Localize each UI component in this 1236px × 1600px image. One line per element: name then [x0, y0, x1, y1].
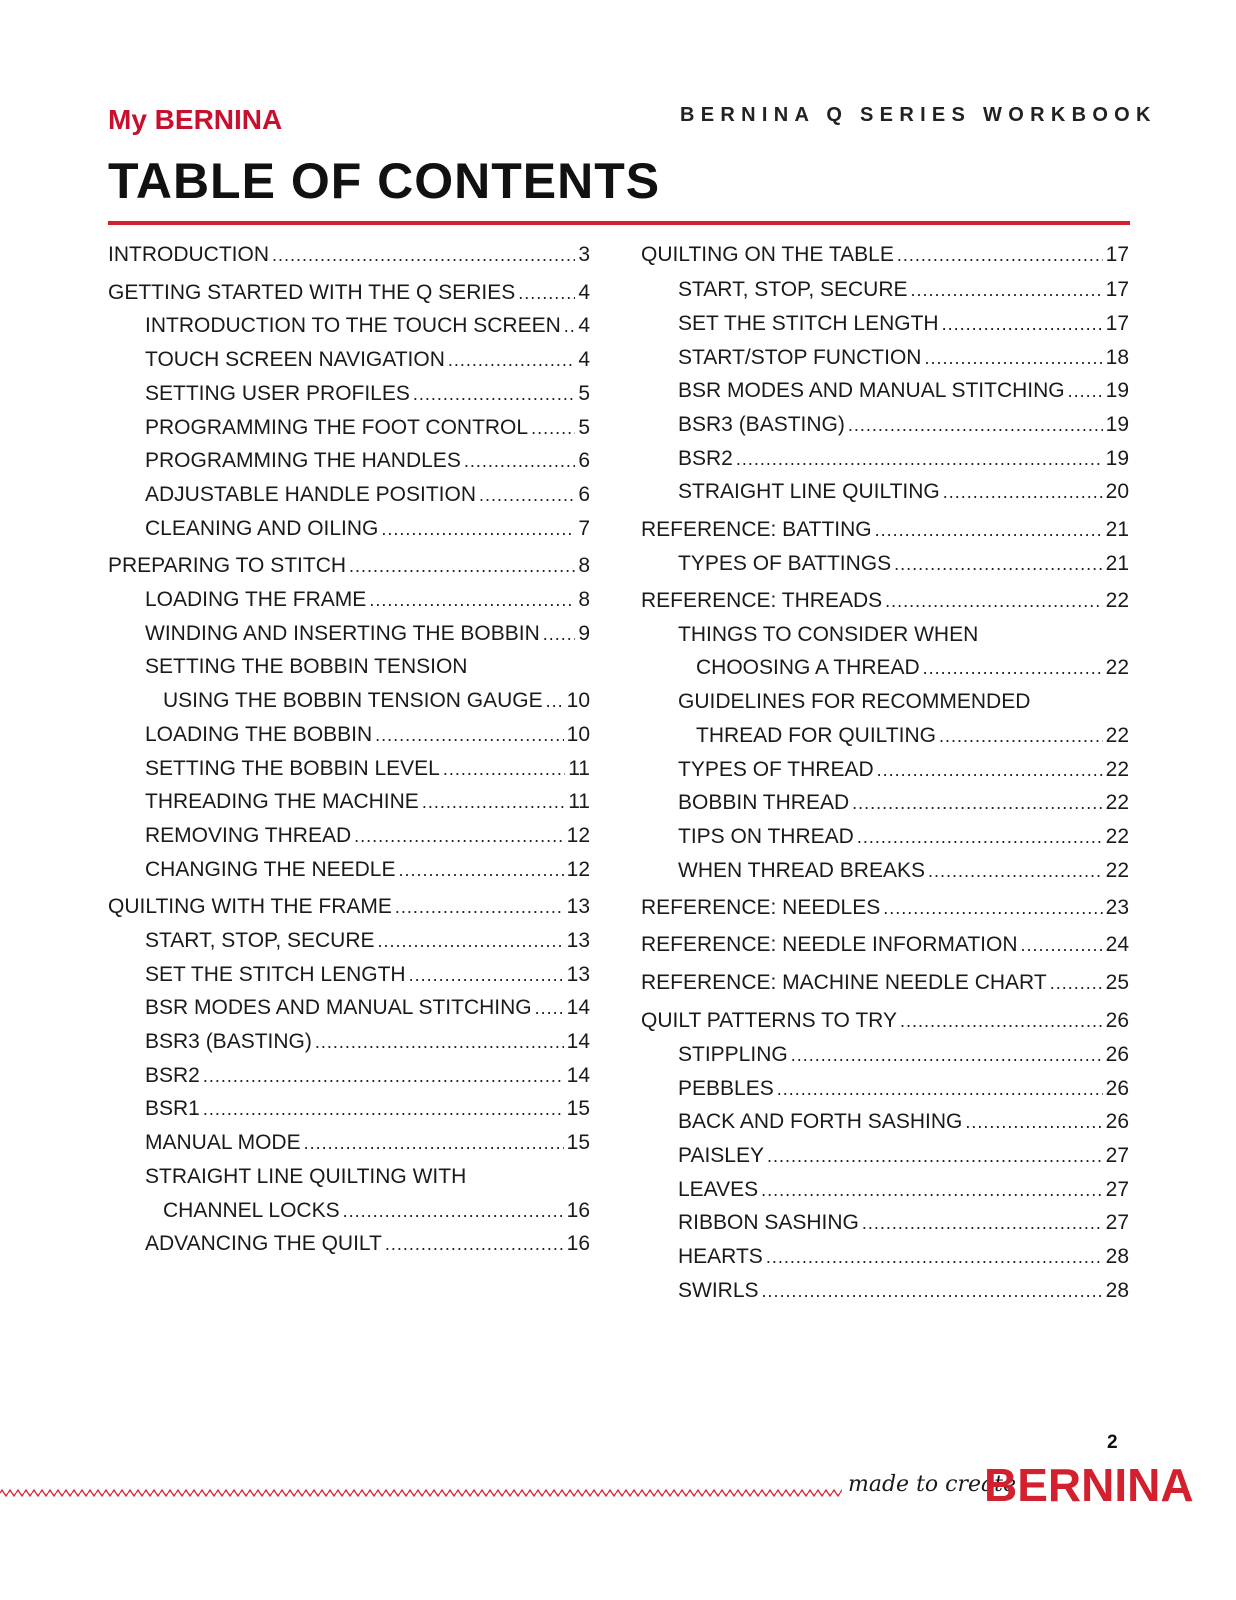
toc-entry-page: 16	[566, 1232, 590, 1255]
dot-leader	[422, 787, 565, 817]
toc-entry-title: PAISLEY	[678, 1144, 764, 1167]
toc-entry	[641, 968, 1129, 998]
dot-leader	[777, 1074, 1103, 1104]
toc-entry-page: 5	[578, 416, 590, 439]
dot-leader	[546, 686, 564, 716]
dot-leader	[875, 515, 1103, 545]
toc-entry	[108, 240, 590, 270]
dot-leader	[409, 960, 564, 990]
toc-entry-page: 8	[578, 554, 590, 577]
toc-entry	[641, 1040, 1129, 1070]
toc-entry	[641, 1107, 1129, 1137]
toc-entry-page: 28	[1105, 1279, 1129, 1302]
toc-entry	[641, 620, 1129, 650]
toc-entry-title: REFERENCE: MACHINE NEEDLE CHART	[641, 971, 1047, 994]
page-number: 2	[1107, 1432, 1118, 1453]
toc-entry	[641, 1006, 1129, 1036]
toc-entry-title: BSR3 (BASTING)	[145, 1030, 312, 1053]
dot-leader	[535, 993, 564, 1023]
dot-leader	[1068, 376, 1103, 406]
toc-entry-title: QUILTING WITH THE FRAME	[108, 895, 392, 918]
dot-leader	[923, 653, 1103, 683]
toc-entry-title: INTRODUCTION TO THE TOUCH SCREEN	[145, 314, 561, 337]
toc-entry-page: 13	[566, 895, 590, 918]
toc-entry	[108, 686, 590, 716]
dot-leader	[857, 822, 1103, 852]
toc-entry	[108, 1061, 590, 1091]
toc-entry-page: 22	[1105, 589, 1129, 612]
toc-entry-title: ADVANCING THE QUILT	[145, 1232, 382, 1255]
toc-entry-title: BACK AND FORTH SASHING	[678, 1110, 963, 1133]
toc-entry	[108, 551, 590, 581]
dot-leader	[897, 240, 1103, 270]
workbook-title: BERNINA Q SERIES WORKBOOK	[680, 104, 1157, 126]
toc-entry	[641, 893, 1129, 923]
toc-entry-title: THINGS TO CONSIDER WHEN	[678, 623, 979, 646]
toc-entry	[641, 275, 1129, 305]
toc-entry-page: 11	[568, 757, 590, 780]
dot-leader	[315, 1027, 564, 1057]
toc-entry	[108, 960, 590, 990]
toc-entry-page: 15	[566, 1131, 590, 1154]
toc-entry-title: REFERENCE: THREADS	[641, 589, 883, 612]
dot-leader	[761, 1175, 1102, 1205]
toc-entry-title: SETTING THE BOBBIN LEVEL	[145, 757, 440, 780]
toc-entry	[108, 413, 590, 443]
toc-entry-title: PEBBLES	[678, 1077, 774, 1100]
toc-entry-page: 22	[1105, 859, 1129, 882]
toc-entry-title: BSR2	[145, 1064, 200, 1087]
toc-entry-page: 22	[1105, 825, 1129, 848]
toc-entry	[641, 856, 1129, 886]
toc-entry-page: 6	[578, 483, 590, 506]
toc-entry	[641, 822, 1129, 852]
dot-leader	[928, 856, 1103, 886]
title-rule	[108, 221, 1130, 225]
toc-entry-title: TYPES OF THREAD	[678, 758, 874, 781]
toc-entry	[108, 379, 590, 409]
toc-entry-title: HEARTS	[678, 1245, 763, 1268]
dot-leader	[965, 1107, 1102, 1137]
toc-entry-title: REFERENCE: NEEDLE INFORMATION	[641, 933, 1018, 956]
toc-entry-page: 18	[1105, 346, 1129, 369]
toc-entry	[108, 278, 590, 308]
toc-entry	[108, 720, 590, 750]
toc-entry	[108, 1162, 590, 1192]
toc-entry	[641, 549, 1129, 579]
dot-leader	[354, 821, 564, 851]
toc-entry-title: QUILTING ON THE TABLE	[641, 243, 894, 266]
dot-leader	[399, 855, 564, 885]
toc-entry	[108, 821, 590, 851]
toc-entry	[108, 892, 590, 922]
toc-entry-title: CHOOSING A THREAD	[696, 656, 920, 679]
toc-entry-page: 6	[578, 449, 590, 472]
toc-entry	[641, 1074, 1129, 1104]
toc-entry	[108, 345, 590, 375]
toc-entry	[108, 514, 590, 544]
dot-leader	[443, 754, 565, 784]
toc-entry-title: BOBBIN THREAD	[678, 791, 850, 814]
toc-entry	[641, 444, 1129, 474]
toc-entry-page: 8	[578, 588, 590, 611]
toc-entry-title: SETTING THE BOBBIN TENSION	[145, 655, 468, 678]
toc-entry-page: 25	[1105, 971, 1129, 994]
toc-entry-title: MANUAL MODE	[145, 1131, 301, 1154]
toc-entry	[641, 1242, 1129, 1272]
toc-entry-page: 12	[566, 824, 590, 847]
toc-entry-page: 26	[1105, 1009, 1129, 1032]
dot-leader	[883, 893, 1102, 923]
toc-entry-title: RIBBON SASHING	[678, 1211, 859, 1234]
toc-entry	[641, 1175, 1129, 1205]
toc-entry	[108, 619, 590, 649]
toc-entry-page: 19	[1105, 447, 1129, 470]
dot-leader	[877, 755, 1103, 785]
dot-leader	[448, 345, 575, 375]
dot-leader	[885, 586, 1102, 616]
toc-entry-page: 17	[1105, 278, 1129, 301]
toc-entry-title: REFERENCE: NEEDLES	[641, 896, 881, 919]
toc-entry-page: 21	[1105, 518, 1129, 541]
toc-entry-title: QUILT PATTERNS TO TRY	[641, 1009, 897, 1032]
toc-entry	[108, 993, 590, 1023]
dot-leader	[852, 788, 1102, 818]
dot-leader	[369, 585, 575, 615]
toc-entry-page: 4	[578, 314, 590, 337]
toc-entry	[641, 1276, 1129, 1306]
dot-leader	[848, 410, 1103, 440]
toc-entry	[641, 930, 1129, 960]
toc-entry-page: 11	[568, 790, 590, 813]
toc-entry-page: 26	[1105, 1043, 1129, 1066]
dot-leader	[304, 1128, 564, 1158]
dot-leader	[381, 514, 575, 544]
toc-entry-title: BSR2	[678, 447, 733, 470]
dot-leader	[378, 926, 564, 956]
toc-entry-page: 27	[1105, 1178, 1129, 1201]
dot-leader	[924, 343, 1102, 373]
toc-entry	[108, 1229, 590, 1259]
toc-entry-title: BSR1	[145, 1097, 200, 1120]
toc-entry	[641, 788, 1129, 818]
toc-entry-title: PROGRAMMING THE FOOT CONTROL	[145, 416, 529, 439]
toc-entry-page: 19	[1105, 413, 1129, 436]
toc-entry	[641, 376, 1129, 406]
dot-leader	[349, 551, 575, 581]
toc-entry	[641, 1141, 1129, 1171]
dot-leader	[942, 309, 1103, 339]
toc-entry-page: 3	[578, 243, 590, 266]
toc-entry-page: 7	[578, 517, 590, 540]
dot-leader	[375, 720, 563, 750]
footer-tagline: made to create	[848, 1472, 1016, 1497]
toc-entry-title: SET THE STITCH LENGTH	[145, 963, 406, 986]
toc-entry-title: LOADING THE BOBBIN	[145, 723, 373, 746]
toc-entry	[108, 926, 590, 956]
toc-entry-page: 13	[566, 929, 590, 952]
toc-entry-title: ADJUSTABLE HANDLE POSITION	[145, 483, 477, 506]
toc-entry	[641, 515, 1129, 545]
dot-leader	[762, 1276, 1103, 1306]
toc-entry-title: THREAD FOR QUILTING	[696, 724, 936, 747]
toc-entry	[108, 787, 590, 817]
toc-entry-page: 14	[566, 1030, 590, 1053]
toc-entry-title: LOADING THE FRAME	[145, 588, 367, 611]
toc-entry	[641, 410, 1129, 440]
toc-entry-title: BSR3 (BASTING)	[678, 413, 845, 436]
toc-entry-page: 22	[1105, 791, 1129, 814]
toc-entry-title: SETTING USER PROFILES	[145, 382, 410, 405]
toc-entry-page: 27	[1105, 1144, 1129, 1167]
toc-entry-title: REFERENCE: BATTING	[641, 518, 872, 541]
toc-entry	[108, 855, 590, 885]
toc-entry-page: 22	[1105, 656, 1129, 679]
toc-entry-title: INTRODUCTION	[108, 243, 269, 266]
toc-entry	[641, 721, 1129, 751]
toc-entry-title: CLEANING AND OILING	[145, 517, 379, 540]
toc-entry-title: TIPS ON THREAD	[678, 825, 854, 848]
toc-entry-page: 19	[1105, 379, 1129, 402]
toc-entry-page: 24	[1105, 933, 1129, 956]
dot-leader	[543, 619, 576, 649]
dot-leader	[943, 477, 1103, 507]
toc-entry-page: 15	[566, 1097, 590, 1120]
toc-entry-page: 22	[1105, 724, 1129, 747]
dot-leader	[791, 1040, 1103, 1070]
toc-entry	[641, 343, 1129, 373]
toc-entry-page: 23	[1105, 896, 1129, 919]
toc-entry	[641, 477, 1129, 507]
toc-entry	[108, 480, 590, 510]
toc-entry-page: 14	[566, 1064, 590, 1087]
dot-leader	[413, 379, 575, 409]
toc-entry	[108, 446, 590, 476]
toc-entry	[108, 1027, 590, 1057]
toc-entry-page: 17	[1105, 243, 1129, 266]
dot-leader	[1050, 968, 1103, 998]
dot-leader	[518, 278, 575, 308]
dot-leader	[766, 1242, 1103, 1272]
toc-entry	[108, 1128, 590, 1158]
toc-entry	[641, 687, 1129, 717]
toc-entry-title: GUIDELINES FOR RECOMMENDED	[678, 690, 1031, 713]
toc-entry-page: 4	[578, 281, 590, 304]
toc-entry-title: GETTING STARTED WITH THE Q SERIES	[108, 281, 516, 304]
dot-leader	[531, 413, 575, 443]
toc-entry-page: 9	[578, 622, 590, 645]
toc-entry-page: 4	[578, 348, 590, 371]
toc-entry-title: WHEN THREAD BREAKS	[678, 859, 925, 882]
toc-entry	[108, 585, 590, 615]
toc-entry-title: USING THE BOBBIN TENSION GAUGE	[163, 689, 543, 712]
bernina-logo: BERNINA	[984, 1459, 1194, 1511]
dot-leader	[464, 446, 575, 476]
toc-entry-title: STRAIGHT LINE QUILTING WITH	[145, 1165, 467, 1188]
toc-entry	[108, 652, 590, 682]
toc-entry	[641, 586, 1129, 616]
toc-entry-title: WINDING AND INSERTING THE BOBBIN	[145, 622, 540, 645]
toc-entry-page: 13	[566, 963, 590, 986]
toc-entry-title: SWIRLS	[678, 1279, 759, 1302]
stitch-line-decoration	[0, 1488, 842, 1498]
toc-entry-title: START, STOP, SECURE	[145, 929, 375, 952]
toc-entry-page: 16	[566, 1199, 590, 1222]
toc-entry-title: STIPPLING	[678, 1043, 788, 1066]
toc-entry-title: STRAIGHT LINE QUILTING	[678, 480, 940, 503]
toc-entry	[108, 1094, 590, 1124]
toc-entry	[641, 240, 1129, 270]
toc-entry-page: 27	[1105, 1211, 1129, 1234]
toc-entry-page: 17	[1105, 312, 1129, 335]
dot-leader	[564, 311, 576, 341]
toc-entry-page: 5	[578, 382, 590, 405]
toc-entry	[108, 1196, 590, 1226]
toc-entry-page: 21	[1105, 552, 1129, 575]
toc-entry	[641, 755, 1129, 785]
toc-entry-page: 10	[566, 723, 590, 746]
toc-entry-page: 20	[1105, 480, 1129, 503]
dot-leader	[894, 549, 1103, 579]
toc-entry-title: TOUCH SCREEN NAVIGATION	[145, 348, 445, 371]
dot-leader	[343, 1196, 564, 1226]
dot-leader	[939, 721, 1103, 751]
dot-leader	[911, 275, 1103, 305]
toc-entry-title: PREPARING TO STITCH	[108, 554, 347, 577]
toc-entry-title: BSR MODES AND MANUAL STITCHING	[145, 996, 532, 1019]
toc-entry-title: PROGRAMMING THE HANDLES	[145, 449, 461, 472]
toc-entry-title: REMOVING THREAD	[145, 824, 352, 847]
toc-entry-page: 22	[1105, 758, 1129, 781]
toc-entry-title: THREADING THE MACHINE	[145, 790, 419, 813]
page-title: TABLE OF CONTENTS	[108, 153, 661, 209]
dot-leader	[385, 1229, 564, 1259]
dot-leader	[395, 892, 564, 922]
dot-leader	[736, 444, 1103, 474]
brand-label: My BERNINA	[108, 104, 283, 135]
dot-leader	[272, 240, 575, 270]
toc-entry-title: TYPES OF BATTINGS	[678, 552, 892, 575]
toc-entry	[108, 754, 590, 784]
dot-leader	[203, 1061, 564, 1091]
dot-leader	[1020, 930, 1102, 960]
toc-entry-title: SET THE STITCH LENGTH	[678, 312, 939, 335]
toc-entry-page: 26	[1105, 1077, 1129, 1100]
toc-entry-page: 10	[566, 689, 590, 712]
dot-leader	[479, 480, 575, 510]
toc-entry-page: 14	[566, 996, 590, 1019]
toc-entry-title: START/STOP FUNCTION	[678, 346, 922, 369]
toc-entry-title: CHANNEL LOCKS	[163, 1199, 340, 1222]
dot-leader	[767, 1141, 1103, 1171]
toc-entry-page: 12	[566, 858, 590, 881]
dot-leader	[862, 1208, 1103, 1238]
toc-entry-title: START, STOP, SECURE	[678, 278, 908, 301]
toc-entry-title: CHANGING THE NEEDLE	[145, 858, 396, 881]
toc-entry	[641, 653, 1129, 683]
toc-entry-page: 28	[1105, 1245, 1129, 1268]
dot-leader	[900, 1006, 1103, 1036]
toc-entry	[108, 311, 590, 341]
toc-entry	[641, 1208, 1129, 1238]
dot-leader	[203, 1094, 564, 1124]
toc-entry-title: BSR MODES AND MANUAL STITCHING	[678, 379, 1065, 402]
toc-entry	[641, 309, 1129, 339]
toc-entry-title: LEAVES	[678, 1178, 759, 1201]
toc-entry-page: 26	[1105, 1110, 1129, 1133]
